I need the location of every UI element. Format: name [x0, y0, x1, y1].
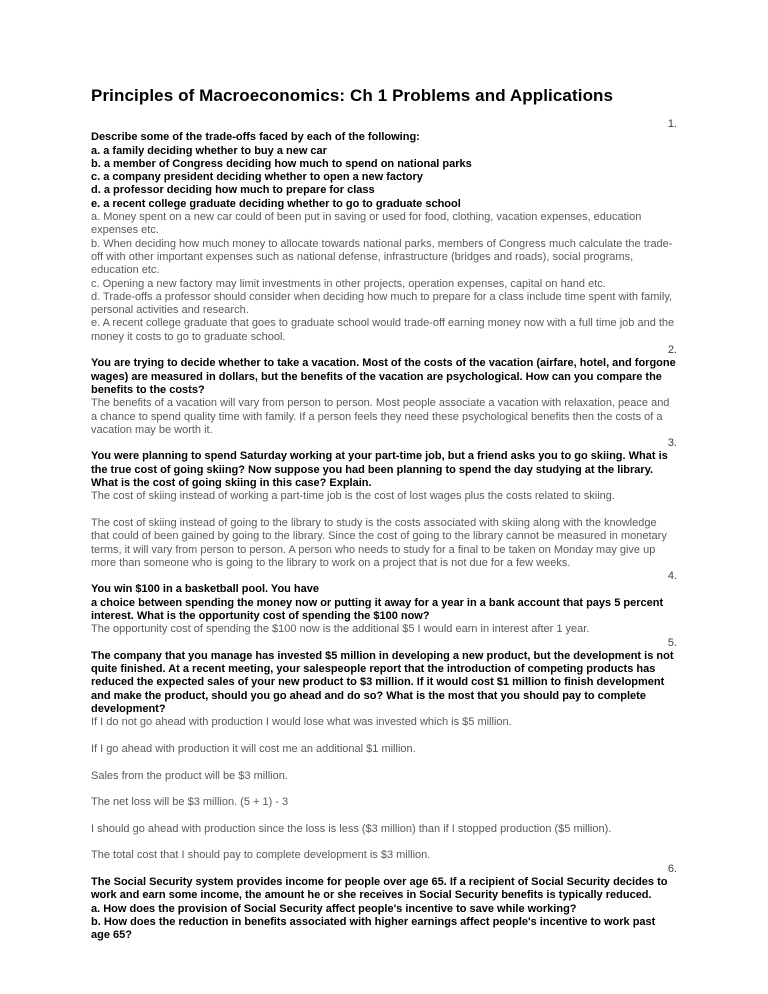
- question-text: You are trying to decide whether to take a vacation. Most of the costs of the vacation (airfare, hotel, and forgone wages) are measured in dollars, but the benefits of the vacation are psychological. How can you compare the benefits to the costs?: [91, 357, 676, 396]
- problem-3: [91, 437, 677, 570]
- answer-text: c. Opening a new factory may limit investments in other projects, operation expenses, capital on hand etc.: [91, 277, 606, 290]
- answer-text: [91, 836, 677, 849]
- problem-number: 4.: [667, 570, 677, 583]
- problem-2: [91, 344, 677, 437]
- answer-text: [91, 809, 677, 822]
- answer-text: [91, 783, 677, 796]
- problem-1: [91, 118, 677, 344]
- question-text: You win $100 in a basketball pool. You have: [91, 583, 320, 596]
- answer-text: b. When deciding how much money to allocate towards national parks, members of Congress much calculate the trade-off with other important expenses such as national defense, infrastructure (bridges and roads), social programs, education etc.: [91, 237, 673, 277]
- answer-text: [91, 504, 677, 517]
- page-title: Principles of Macroeconomics: Ch 1 Problems and Applications: [91, 86, 614, 105]
- question-text: b. a member of Congress deciding how much to spend on national parks: [91, 157, 472, 170]
- question-text: The Social Security system provides income for people over age 65. If a recipient of Social Security decides to work and earn some income, the amount he or she receives in Social Security benefits is typically reduced.: [91, 875, 668, 902]
- problem-number: 6.: [667, 862, 677, 875]
- problem-number: 2.: [667, 344, 677, 357]
- answer-text: The opportunity cost of spending the $100 now is the additional $5 I would earn in interest after 1 year.: [91, 623, 590, 636]
- answer-text: [91, 730, 677, 743]
- problems-list: [91, 118, 677, 942]
- answer-text: The cost of skiing instead of working a part-time job is the cost of lost wages plus the costs related to skiing.: [91, 490, 615, 503]
- question-text: You were planning to spend Saturday working at your part-time job, but a friend asks you to go skiing. What is the true cost of going skiing? Now suppose you had been planning to spend the day studying at the library. What is the cost of going skiing in this case? Explain.: [91, 450, 668, 490]
- problem-number: 1.: [667, 118, 677, 130]
- problem-6: [91, 863, 677, 943]
- answer-text: The cost of skiing instead of going to the library to study is the costs associated with skiing along with the knowledge that could of been gained by going to the library. Since the cost of going to the library cannot be measured in monetary terms, it will vary from person to person. A person who needs to study for a final to be taken on Monday may give up more than someone who is going to the library to work on a project that is not due for a few weeks.: [91, 516, 667, 569]
- question-text: b. How does the reduction in benefits associated with higher earnings affect people's incentive to work past age 65?: [91, 915, 656, 942]
- question-text: Describe some of the trade-offs faced by each of the following:: [91, 131, 420, 144]
- problem-4: [91, 570, 677, 636]
- answer-text: d. Trade-offs a professor should consider when deciding how much to prepare for a class include time spent with family, personal activities and research.: [91, 290, 673, 317]
- question-text: a choice between spending the money now or putting it away for a year in a bank account that pays 5 percent interest. What is the opportunity cost of spending the $100 now?: [91, 596, 664, 622]
- answer-text: The benefits of a vacation will vary from person to person. Most people associate a vacation with relaxation, peace and a chance to spend quality time with family. If a person feels they need these psychological benefits then the costs of a vacation may be worth it.: [91, 397, 670, 436]
- question-text: a. a family deciding whether to buy a new car: [91, 144, 327, 157]
- answer-text: [91, 756, 677, 769]
- question-text: c. a company president deciding whether to open a new factory: [91, 171, 423, 184]
- answer-text: I should go ahead with production since the loss is less ($3 million) than if I stopped production ($5 million).: [91, 822, 612, 835]
- problem-number: 5.: [667, 636, 677, 649]
- question-text: a. How does the provision of Social Security affect people's incentive to save while working?: [91, 902, 577, 915]
- answer-text: e. A recent college graduate that goes to graduate school would trade-off earning money now with a full time job and the money it costs to go to graduate school.: [91, 317, 675, 343]
- answer-text: If I do not go ahead with production I would lose what was invested which is $5 million.: [91, 716, 512, 729]
- problem-number: 3.: [667, 437, 677, 450]
- question-text: d. a professor deciding how much to prepare for class: [91, 184, 375, 197]
- answer-text: The net loss will be $3 million. (5 + 1) - 3: [91, 796, 289, 809]
- question-text: The company that you manage has invested $5 million in developing a new product, but the development is not quite finished. At a recent meeting, your salespeople report that the introduction of competing products has reduced the expected sales of your new product to $3 million. If it would cost $1 million to finish development and make the product, should you go ahead and do so? What is the most that you should pay to complete development?: [91, 649, 674, 716]
- answer-text: Sales from the product will be $3 million.: [91, 769, 288, 782]
- answer-text: a. Money spent on a new car could of been put in saving or used for food, clothing, vacation expenses, education expenses etc.: [91, 211, 642, 237]
- problem-5: [91, 637, 677, 863]
- question-text: e. a recent college graduate deciding whether to go to graduate school: [91, 197, 461, 210]
- answer-text: The total cost that I should pay to complete development is $3 million.: [91, 849, 431, 862]
- answer-text: If I go ahead with production it will cost me an additional $1 million.: [91, 742, 416, 755]
